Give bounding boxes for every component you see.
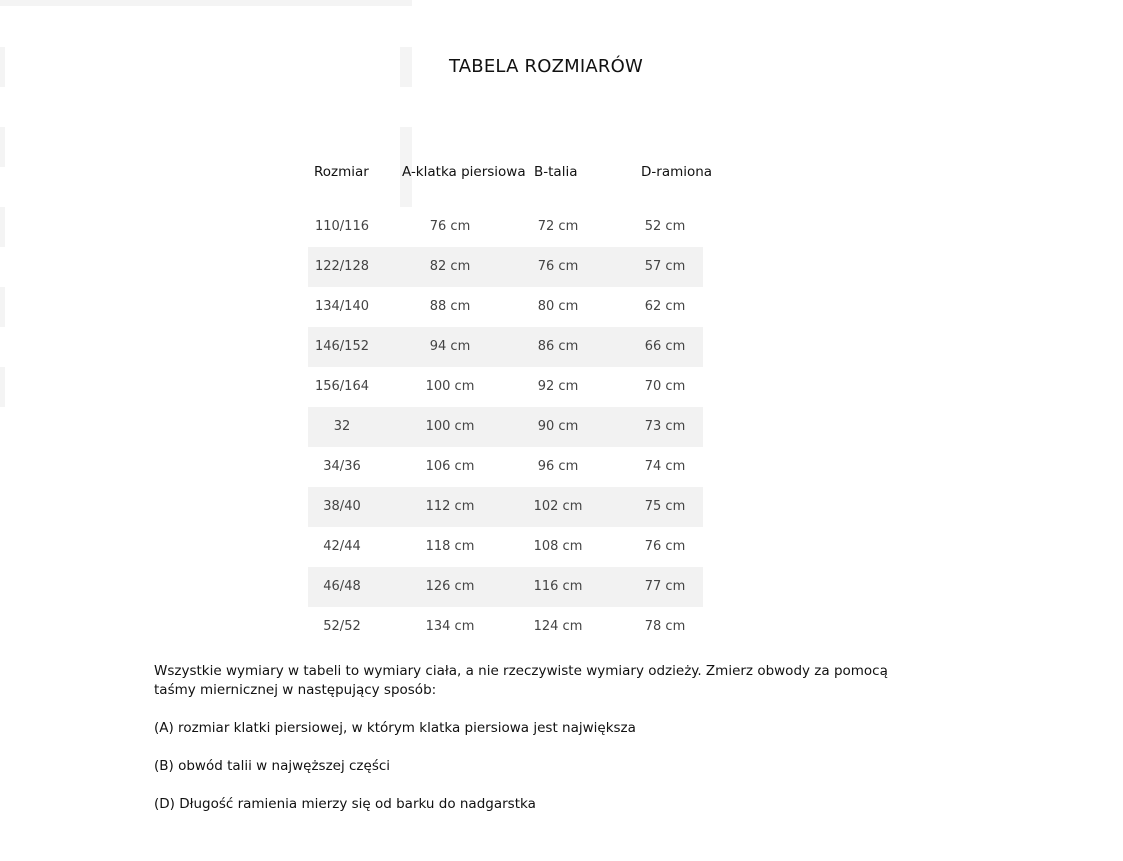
artifact-bar [400,47,412,87]
table-row [308,207,703,247]
cell-size: 42/44 [323,539,361,554]
artifact-bar [0,287,5,327]
table-row [308,527,703,567]
cell-shoulders: 62 cm [644,299,686,314]
notes-intro: Wszystkie wymiary w tabeli to wymiary ciała, a nie rzeczywiste wymiary odzieży. Zmierz obwody za pomocą taśmy miernicznej w następujący sposób: [154,663,888,698]
cell-size: 52/52 [323,619,361,634]
table-row [308,367,703,407]
cell-size: 46/48 [323,579,361,594]
cell-chest: 100 cm [425,379,475,394]
cell-waist: 92 cm [537,379,579,394]
notes-shoulders: (D) Długość ramienia mierzy się od barku do nadgarstka [154,796,536,812]
cell-chest: 118 cm [425,539,475,554]
cell-waist: 86 cm [537,339,579,354]
cell-shoulders: 57 cm [644,259,686,274]
cell-size: 34/36 [323,459,361,474]
cell-waist: 90 cm [537,419,579,434]
notes-waist: (B) obwód talii w najwęższej części [154,758,391,774]
notes-chest: (A) rozmiar klatki piersiowej, w którym klatka piersiowa jest największa [154,720,636,736]
cell-chest: 112 cm [425,499,475,514]
table-row [308,607,703,647]
cell-shoulders: 74 cm [644,459,686,474]
cell-shoulders: 66 cm [644,339,686,354]
header-shoulders: D-ramiona [641,164,713,180]
cell-waist: 96 cm [537,459,579,474]
cell-waist: 116 cm [533,579,583,594]
cell-shoulders: 78 cm [644,619,686,634]
table-row [308,487,703,527]
cell-size: 38/40 [323,499,361,514]
header-chest: A-klatka piersiowa [402,164,526,180]
header-size: Rozmiar [314,164,369,180]
table-row [308,287,703,327]
cell-chest: 100 cm [425,419,475,434]
table-row [308,447,703,487]
artifact-bar [0,367,5,407]
cell-chest: 106 cm [425,459,475,474]
cell-chest: 76 cm [429,219,471,234]
cell-size: 122/128 [314,259,369,274]
cell-size: 32 [333,419,351,434]
header-waist: B-talia [534,164,578,180]
artifact-bar [0,47,5,87]
cell-waist: 76 cm [537,259,579,274]
cell-chest: 134 cm [425,619,475,634]
artifact-bar [0,0,412,6]
measurement-notes [154,662,914,833]
artifact-bar [0,127,5,167]
cell-size: 134/140 [314,299,369,314]
cell-waist: 108 cm [533,539,583,554]
cell-size: 110/116 [314,219,369,234]
cell-chest: 82 cm [429,259,471,274]
table-row [308,567,703,607]
cell-shoulders: 70 cm [644,379,686,394]
cell-waist: 80 cm [537,299,579,314]
table-row [308,247,703,287]
cell-chest: 94 cm [429,339,471,354]
page-title: TABELA ROZMIARÓW [449,56,643,77]
table-row [308,407,703,447]
cell-chest: 126 cm [425,579,475,594]
cell-size: 156/164 [314,379,369,394]
cell-shoulders: 76 cm [644,539,686,554]
cell-shoulders: 77 cm [644,579,686,594]
cell-waist: 102 cm [533,499,583,514]
cell-shoulders: 73 cm [644,419,686,434]
table-row [308,327,703,367]
cell-shoulders: 52 cm [644,219,686,234]
cell-size: 146/152 [314,339,369,354]
cell-waist: 124 cm [533,619,583,634]
cell-shoulders: 75 cm [644,499,686,514]
artifact-bar [0,207,5,247]
size-table [308,207,703,647]
cell-chest: 88 cm [429,299,471,314]
cell-waist: 72 cm [537,219,579,234]
